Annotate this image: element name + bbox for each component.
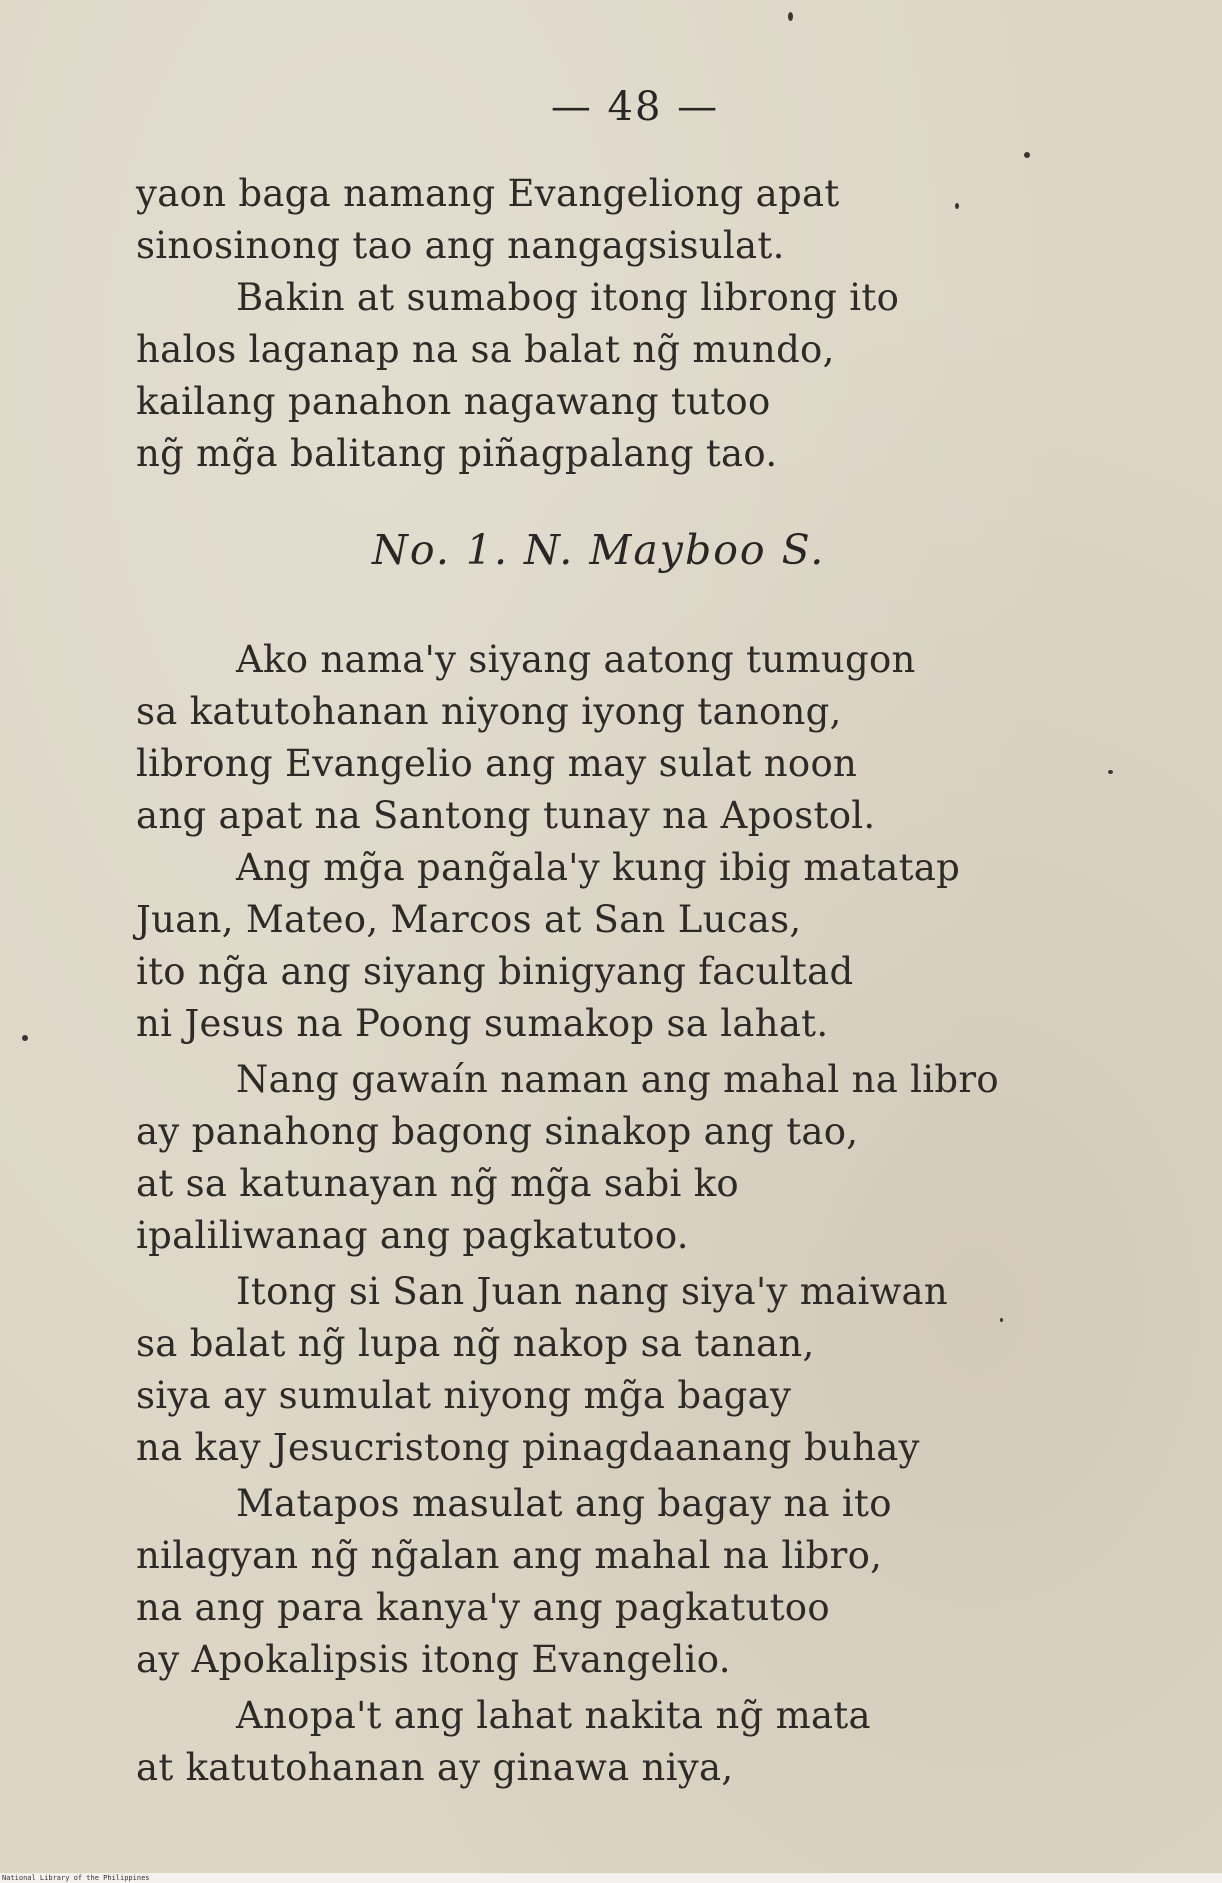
verse-line: at sa katunayan ng̃ mg̃a sabi ko xyxy=(136,1162,740,1205)
verse-line: Juan, Mateo, Marcos at San Lucas, xyxy=(136,898,802,941)
verse-line: siya ay sumulat niyong mg̃a bagay xyxy=(136,1374,792,1417)
verse-line: na ang para kanya'y ang pagkatutoo xyxy=(136,1586,830,1629)
verse-line: ng̃ mg̃a balitang piñagpalang tao. xyxy=(136,432,778,475)
verse-line: yaon baga namang Evangeliong apat xyxy=(136,172,840,215)
verse-line: ipaliliwanag ang pagkatutoo. xyxy=(136,1214,689,1257)
verse-line: ay Apokalipsis itong Evangelio. xyxy=(136,1638,731,1681)
stanza-6 xyxy=(136,1690,1096,1794)
paper-speck xyxy=(22,1035,28,1041)
verse-line: librong Evangelio ang may sulat noon xyxy=(136,742,858,785)
verse-line: Nang gawaín naman ang mahal na libro xyxy=(236,1058,999,1101)
stanza-pre-2 xyxy=(136,272,1096,480)
verse-line: na kay Jesucristong pinagdaanang buhay xyxy=(136,1426,920,1469)
verse-line: ni Jesus na Poong sumakop sa lahat. xyxy=(136,1002,829,1045)
paper-speck xyxy=(955,203,959,209)
stanza-4 xyxy=(136,1266,1096,1474)
verse-line: ito ng̃a ang siyang binigyang facultad xyxy=(136,950,854,993)
verse-line: Matapos masulat ang bagay na ito xyxy=(236,1482,892,1525)
verse-line: Itong si San Juan nang siya'y maiwan xyxy=(236,1270,949,1313)
stanza-pre-1 xyxy=(136,168,1096,272)
verse-line: Anopa't ang lahat nakita ng̃ mata xyxy=(236,1694,871,1737)
paper-speck xyxy=(1108,770,1113,774)
verse-line: Ako nama'y siyang aatong tumugon xyxy=(236,638,916,681)
footer-credit: National Library of the Philippines xyxy=(2,1874,150,1882)
paper-speck xyxy=(1000,1318,1003,1322)
verse-line: halos laganap na sa balat ng̃ mundo, xyxy=(136,328,835,371)
verse-line: Ang mg̃a pang̃ala'y kung ibig matatap xyxy=(236,846,961,889)
stanza-5 xyxy=(136,1478,1096,1686)
verse-line: ay panahong bagong sinakop ang tao, xyxy=(136,1110,859,1153)
paper-speck xyxy=(788,12,793,21)
verse-line: sa katutohanan niyong iyong tanong, xyxy=(136,690,842,733)
verse-line: kailang panahon nagawang tutoo xyxy=(136,380,771,423)
verse-line: ang apat na Santong tunay na Apostol. xyxy=(136,794,876,837)
section-heading: No. 1. N. Mayboo S. xyxy=(372,526,826,574)
verse-line: sinosinong tao ang nangagsisulat. xyxy=(136,224,785,267)
verse-line: at katutohanan ay ginawa niya, xyxy=(136,1746,734,1789)
paper-speck xyxy=(1024,152,1030,158)
page-number: — 48 — xyxy=(550,84,720,130)
stanza-3 xyxy=(136,1054,1096,1262)
verse-line: nilagyan ng̃ ng̃alan ang mahal na libro, xyxy=(136,1534,883,1577)
stanza-1 xyxy=(136,634,1096,842)
stanza-2 xyxy=(136,842,1096,1050)
verse-line: Bakin at sumabog itong librong ito xyxy=(236,276,900,319)
scan-footer-strip xyxy=(0,1873,1222,1883)
verse-line: sa balat ng̃ lupa ng̃ nakop sa tanan, xyxy=(136,1322,815,1365)
